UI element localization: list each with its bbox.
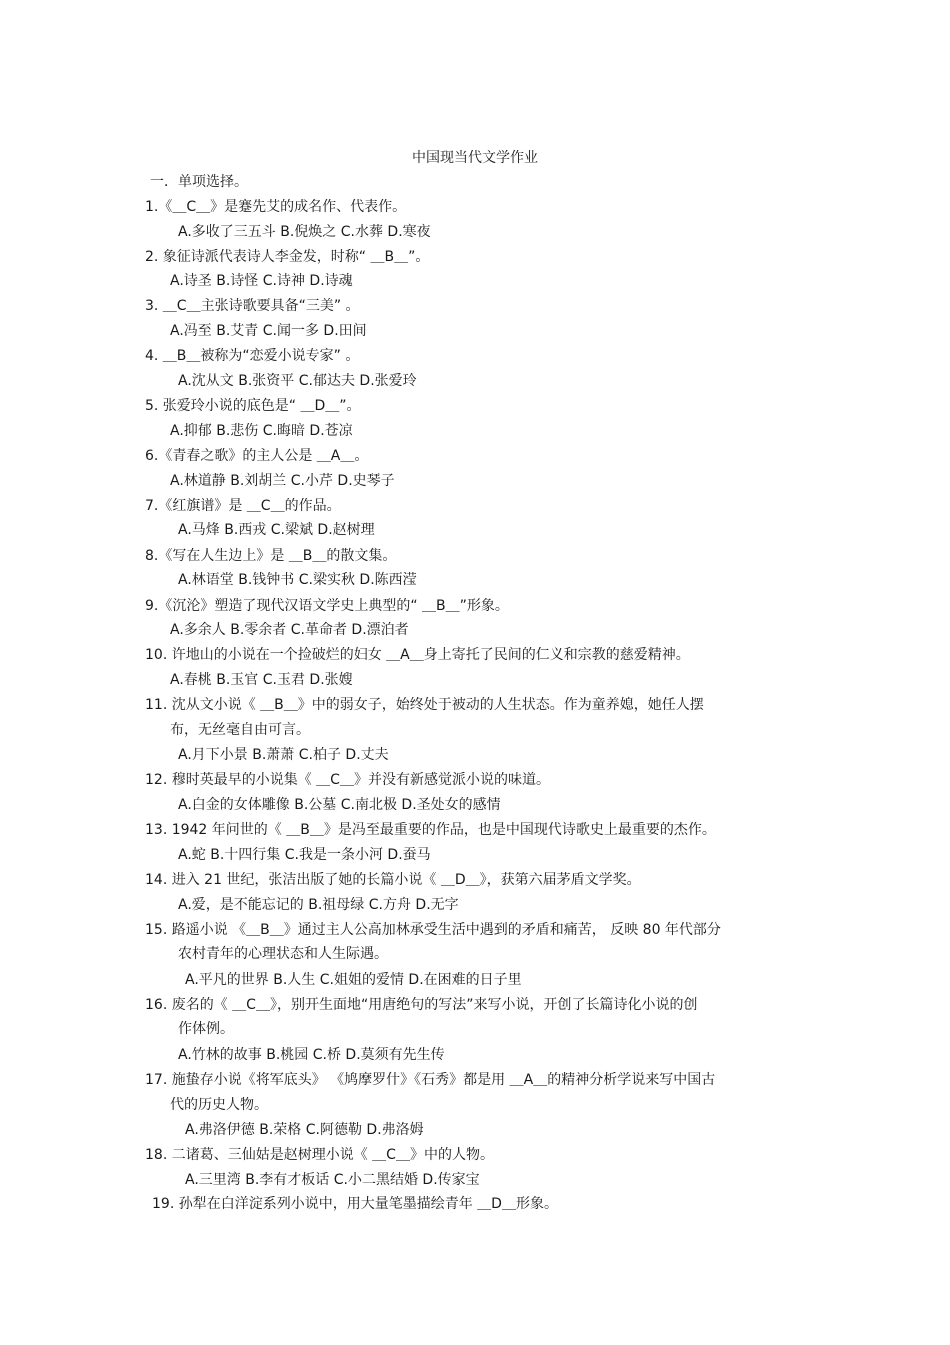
question-text: 17. 施蛰存小说《将军底头》 《鸠摩罗什》《石秀》都是用 ＿A＿的精神分析学说来写中国古 xyxy=(145,1072,716,1088)
answer-options: A.沈从文 B.张资平 C.郁达夫 D.张爱玲 xyxy=(178,373,417,389)
question-text: 12. 穆时英最早的小说集《 ＿C＿》并没有新感觉派小说的味道。 xyxy=(145,772,550,788)
answer-options: A.林语堂 B.钱钟书 C.梁实秋 D.陈西滢 xyxy=(178,572,417,588)
question-text: 13. 1942 年问世的《 ＿B＿》是冯至最重要的作品，也是中国现代诗歌史上最重要的杰作。 xyxy=(145,822,716,838)
answer-options: A.竹林的故事 B.桃园 C.桥 D.莫须有先生传 xyxy=(178,1047,445,1063)
document-title: 中国现当代文学作业 xyxy=(412,150,538,166)
question-text: 10. 许地山的小说在一个捡破烂的妇女 ＿A＿身上寄托了民间的仁义和宗教的慈爱精神。 xyxy=(145,647,690,663)
question-text: 2. 象征诗派代表诗人李金发，时称“ ＿B＿”。 xyxy=(145,249,430,265)
answer-options: A.多余人 B.零余者 C.革命者 D.漂泊者 xyxy=(170,622,409,638)
answer-options: A.月下小景 B.萧萧 C.柏子 D.丈夫 xyxy=(178,747,389,763)
question-text: 7.《红旗谱》是 ＿C＿的作品。 xyxy=(145,498,341,514)
question-text: 1.《＿C＿》是蹇先艾的成名作、代表作。 xyxy=(145,199,407,215)
question-text: 4. ＿B＿被称为“恋爱小说专家” 。 xyxy=(145,348,360,364)
answer-options: A.平凡的世界 B.人生 C.姐姐的爱情 D.在困难的日子里 xyxy=(185,972,522,988)
question-text: 8.《写在人生边上》是 ＿B＿的散文集。 xyxy=(145,548,397,564)
answer-options: A.抑郁 B.悲伤 C.晦暗 D.苍凉 xyxy=(170,423,353,439)
question-text: 9.《沉沦》塑造了现代汉语文学史上典型的“ ＿B＿”形象。 xyxy=(145,598,509,614)
answer-options: A.弗洛伊德 B.荣格 C.阿德勒 D.弗洛姆 xyxy=(185,1122,424,1138)
answer-options: A.爱，是不能忘记的 B.祖母绿 C.方舟 D.无字 xyxy=(178,897,459,913)
question-text: 16. 废名的《 ＿C＿》，别开生面地“用唐绝句的写法”来写小说，开创了长篇诗化小说的创 xyxy=(145,997,698,1013)
section-heading: 一．单项选择。 xyxy=(150,174,248,190)
question-text-continued: 布，无丝毫自由可言。 xyxy=(170,722,310,738)
answer-options: A.白金的女体雕像 B.公墓 C.南北极 D.圣处女的感情 xyxy=(178,797,501,813)
answer-options: A.蛇 B.十四行集 C.我是一条小河 D.蚕马 xyxy=(178,847,431,863)
question-text-continued: 农村青年的心理状态和人生际遇。 xyxy=(178,946,388,962)
question-text: 11. 沈从文小说《 ＿B＿》中的弱女子，始终处于被动的人生状态。作为童养媳，她任人摆 xyxy=(145,697,704,713)
answer-options: A.马烽 B.西戎 C.梁斌 D.赵树理 xyxy=(178,522,375,538)
question-text: 3. ＿C＿主张诗歌要具备“三美” 。 xyxy=(145,298,360,314)
answer-options: A.诗圣 B.诗怪 C.诗神 D.诗魂 xyxy=(170,273,353,289)
answer-options: A.多收了三五斗 B.倪焕之 C.水葬 D.寒夜 xyxy=(178,224,431,240)
question-text-continued: 作体例。 xyxy=(178,1021,234,1037)
question-text-continued: 代的历史人物。 xyxy=(170,1097,268,1113)
answer-options: A.三里湾 B.李有才板话 C.小二黑结婚 D.传家宝 xyxy=(185,1172,480,1188)
question-text: 19. 孙犁在白洋淀系列小说中，用大量笔墨描绘青年 ＿D＿形象。 xyxy=(152,1196,558,1212)
question-text: 5. 张爱玲小说的底色是“ ＿D＿”。 xyxy=(145,398,361,414)
answer-options: A.林道静 B.刘胡兰 C.小芹 D.史琴子 xyxy=(170,473,395,489)
question-text: 6.《青春之歌》的主人公是 ＿A＿。 xyxy=(145,448,369,464)
question-text: 14. 进入 21 世纪，张洁出版了她的长篇小说《 ＿D＿》，获第六届茅盾文学奖。 xyxy=(145,872,641,888)
answer-options: A.春桃 B.玉官 C.玉君 D.张嫂 xyxy=(170,672,353,688)
question-text: 15. 路遥小说 《＿B＿》通过主人公高加林承受生活中遇到的矛盾和痛苦， 反映 80 年代部分 xyxy=(145,922,721,938)
answer-options: A.冯至 B.艾青 C.闻一多 D.田间 xyxy=(170,323,367,339)
question-text: 18. 二诸葛、三仙姑是赵树理小说《 ＿C＿》中的人物。 xyxy=(145,1147,494,1163)
